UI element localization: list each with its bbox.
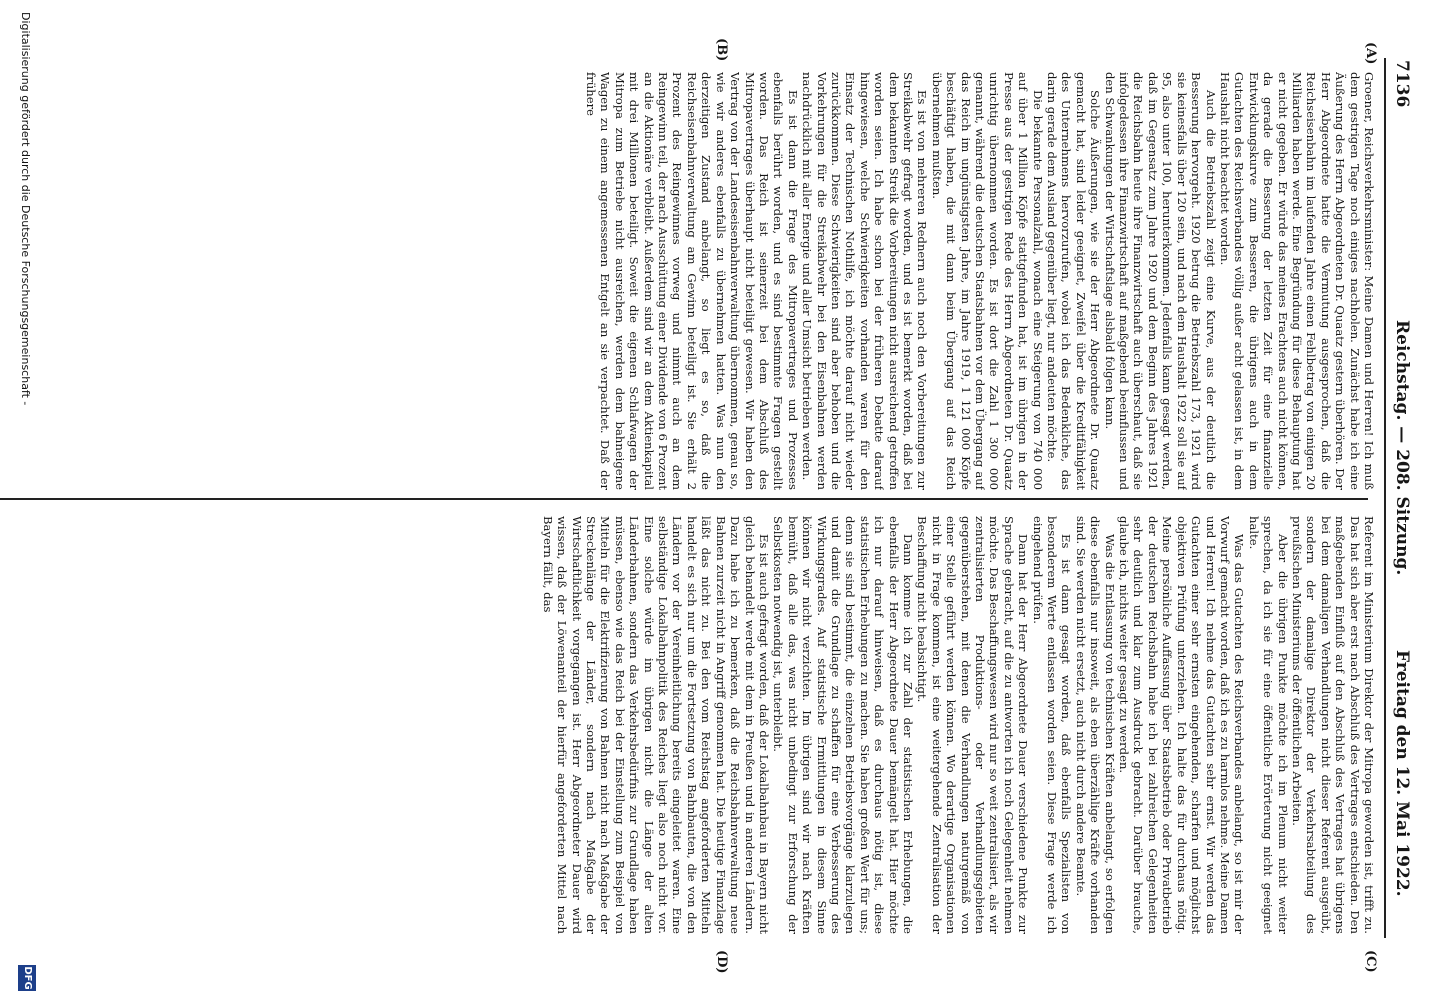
column-divider xyxy=(0,498,1368,500)
page-header xyxy=(1386,60,1412,940)
paragraph: Die bekannte Personalzahl, wonach eine Steigerung von 740 000 auf über 1 Million Köpfe stattgefunden hat, ist im übrigen in der Presse aus der gestrigen Rede des Herrn Abgeordneten Dr. Quaatz unrichtig übernommen worden. Es ist dort die Zahl 1 300 000 genannt, während die deutschen Staatsbahnen vor dem Übergang auf das Reich im ungünstigsten Jahre, im Jahre 1919, 1 121 000 Köpfe beschäftigt haben, die mit dann beim Übergang auf das Reich übernehmen mußten. xyxy=(929,72,1045,490)
paragraph: Groener, Reichsverkehrsminister: Meine Damen und Herren! Ich muß dem gestrigen Tage noch einiges nachholen. Zunächst habe ich eine Äußerung des Herrn Abgeordneten Dr. Quaatz gestern überhören. Der Herr Abgeordnete hatte die Vermutung ausgesprochen, daß die Reichseisenbahn im laufenden Jahre einen Fehlbetrag von einigen 20 Milliarden haben werde. Eine Begründung für diese Behauptung hat er nicht gegeben. Er würde das meines Erachtens auch nicht können, da gerade die Besserung der letzten Zeit für eine finanzielle Entwicklungskurve zum Besseren, die übrigens auch in dem Gutachten des Reichsverbandes völlig außer acht gelassen ist, in dem Haushalt nicht beachtet worden. xyxy=(1217,72,1376,490)
page-number: 7136 xyxy=(1392,60,1412,108)
margin-mark-c: (C) xyxy=(1363,950,1378,973)
paragraph: Aber die übrigen Punkte möchte ich im Plenum nicht weiter sprechen, da ich sie für eine öffentliche Erörterung nicht geeignet halte. xyxy=(1246,516,1290,934)
dfg-logo: DFG xyxy=(18,965,36,991)
left-text-column xyxy=(6,72,1376,490)
margin-mark-a: (A) xyxy=(1363,42,1378,65)
paragraph: Auch die Betriebszahl zeigt eine Kurve, aus der deutlich die Besserung hervorgeht. 1920 betrug die Betriebszahl 173, 1921 wird sie keinesfalls über 120 sein, und nach dem Haushalt 1922 soll sie auf 95, also unter 100, herunterkommen. Jedenfalls kann gesagt werden, daß im Gegensatz zum Jahre 1920 und dem Beginn des Jahres 1921 die Reichsbahn heute ihre Finanzwirtschaft auch überschaut, daß sie infolgedessen ihre Finanzwirtschaft auf maßgebend beeinflussen und den Schwankungen der Wirtschaftslage alsbald folgen kann. xyxy=(1102,72,1218,490)
funding-note: Digitalisierung gefördert durch die Deutsche Forschungsgemeinschaft - xyxy=(19,12,32,406)
paragraph: Es ist dann gesagt worden, daß ebenfalls Spezialisten von besonderem Werte entlassen worden seien. Diese Frage werde ich eingehend prüfen. xyxy=(1030,516,1074,934)
paragraph: Was die Entlassung von technischen Kräften anbelangt, so erfolgen diese ebenfalls nur insoweit, als eben überzählige Kräfte vorhanden sind. Sie werden nicht ersetzt, auch nicht durch andere Beamte. xyxy=(1073,516,1117,934)
paragraph: Was das Gutachten des Reichsverbandes anbelangt, so ist mir der Vorwurf gemacht worden, daß ich es zu harmlos nehme. Meine Damen und Herren! Ich nehme das Gutachten sehr ernst. Wir werden das Gutachten einer sehr ernsten eingehenden, scharfen und möglichst objektiven Prüfung unterziehen. Ich halte das für durchaus nötig. Meine persönliche Auffassung über Staatsbetrieb oder Privatbetrieb der deutschen Reichsbahn habe ich bei zahlreichen Gelegenheiten sehr deutlich und klar zum Ausdruck gebracht. Darüber brauche, glaube ich, nichts weiter gesagt zu werden. xyxy=(1117,516,1247,934)
paragraph: Dann komme ich zur Zahl der statistischen Erhebungen, die ebenfalls der Herr Abgeordnete Dauer bemängelt hat. Hier möchte ich nur darauf hinweisen, daß es durchaus nötig ist, diese statistischen Erhebungen zu machen. Sie haben großen Wert für uns; denn sie sind bestimmt, die einzelnen Betriebsvorgänge klarzulegen und damit die Grundlage zu schaffen für eine Verbesserung des Wirkungsgrades. Auf statistische Ermittlungen in diesem Sinne können wir nicht verzichten. Im übrigen sind wir nach Kräften bemüht, daß alle das, was nicht unbedingt zur Erforschung der Selbstkosten notwendig ist, unterbleibt. xyxy=(771,516,915,934)
paragraph: Es ist dann die Frage des Mitropavertrages und Prozesses ebenfalls berührt worden, und es sind bestimmte Fragen gestellt worden. Das Reich ist seinerzeit bei dem Abschluß des Mitropavertrages überhaupt nicht beteiligt gewesen. Wir haben den Vertrag von der Landeseisenbahnverwaltung übernommen, genau so, wie wir anderes ebenfalls zu übernehmen hatten. Was nun den derzeitigen Zustand anbelangt, so liegt es so, daß die Reichseisenbahnverwaltung am Gewinn beteiligt ist. Sie erhält 2 Prozent des Reingewinnes vorweg und nimmt auch an dem Reingewinn teil, der nach Ausschüttung einer Dividende von 6 Prozent an die Aktionäre verbleibt. Außerdem sind wir an dem Aktienkapital mit drei Millionen beteiligt. Soweit die eigenen Schlafwagen der Mitropa zum Betriebe nicht ausreichen, werden dem bahneigene Wagen zu einem angemessenen Entgelt an sie verpachtet. Daß der frühere xyxy=(584,72,800,490)
margin-mark-b: (B) xyxy=(714,38,729,62)
right-text-column xyxy=(6,516,1376,934)
margin-mark-d: (D) xyxy=(714,950,729,974)
paragraph: Referent im Ministerium Direktor der Mitropa geworden ist, trifft zu. Das hat sich aber erst nach Abschluß des Vertrages entschieden. Den maßgebenden Einfluß auf den Abschluß des Vertrages hat übrigens bei dem damaligen Verhandlungen nicht dieser Referent ausgeübt, sondern der damalige Direktor der Verkehrsabteilung des preußischen Ministeriums der öffentlichen Arbeiten. xyxy=(1289,516,1376,934)
digitization-footer xyxy=(4,0,44,1000)
session-date: Freitag den 12. Mai 1922. xyxy=(1392,650,1412,897)
paragraph: Es ist von mehreren Rednern auch noch den Vorbereitungen zur Streikabwehr gefragt worden, und es ist bemerkt worden, daß bei dem bekannten Streik die Vorbereitungen nicht ausreichend getroffen worden seien. Ich habe schon bei der früheren Debatte darauf hingewiesen, welche Schwierigkeiten vorhanden waren für den Einsatz der Technischen Nothilfe, ich möchte darauf nicht wieder zurückkommen. Diese Schwierigkeiten sind aber behoben und die Vorkehrungen für die Streikabwehr bei den Eisenbahnen werden nachdrücklich mit aller Energie und aller Umsicht betrieben werden. xyxy=(800,72,930,490)
paragraph: Es ist auch gefragt worden, daß der Lokalbahnbau in Bayern nicht gleich behandelt werde mit dem in Preußen und in anderen Ländern. Dazu habe ich zu bemerken, daß die Reichsbahnverwaltung neue Bahnen zurzeit nicht in Angriff genommen hat. Die heutige Finanzlage läßt das nicht zu. Bei den vom Reichstag angeforderten Mitteln handelt es sich nur um die Fortsetzung von Bahnbauten, die von den Ländern vor der Vereinheitlichung bereits eingeleitet waren. Eine selbständige Lokalbahnpolitik des Reiches liegt also noch nicht vor. Eine solche würde im übrigen nicht die Länge der alten Länderbahnen, sondern das Verkehrsbedürfnis zur Grundlage haben müssen, ebenso wie das Reich bei der Einstellung zum Beispiel von Mitteln für die Elektrifizierung von Bahnen nicht nach Maßgabe der Streckenlänge der Länder, sondern nach Maßgabe der Wirtschaftlichkeit vorgegangen ist. Herr Abgeordneter Dauer wird wissen, daß der Löwenanteil der hierfür angeforderten Mittel nach Bayern fällt, das xyxy=(540,516,771,934)
paragraph: Dann hat der Herr Abgeordnete Dauer verschiedene Punkte zur Sprache gebracht, auf die zu antworten ich noch Gelegenheit nehmen möchte. Das Beschaffungswesen wird nur so weit zentralisiert, als wir zentralisierten Produktions- oder Verhandlungsgebieten gegenüberstehen, mit denen die Verhandlungen naturgemäß von einer Stelle geführt werden können. Wo derartige Organisationen nicht in Frage kommen, ist eine weitergehende Zentralisation der Beschaffung nicht beabsichtigt. xyxy=(915,516,1031,934)
header-rule xyxy=(1384,58,1386,938)
session-title: Reichstag. — 208. Sitzung. xyxy=(1392,320,1412,576)
paragraph: Solche Äußerungen, wie sie der Herr Abgeordnete Dr. Quaatz gemacht hat, sind leider geeignet, Zweifel über die Kreditfähigkeit des Unternehmens hervorzurufen, wobei ich das Bedenkliche, das darin gerade dem Ausland gegenüber liegt, nur andeuten möchte. xyxy=(1045,72,1103,490)
